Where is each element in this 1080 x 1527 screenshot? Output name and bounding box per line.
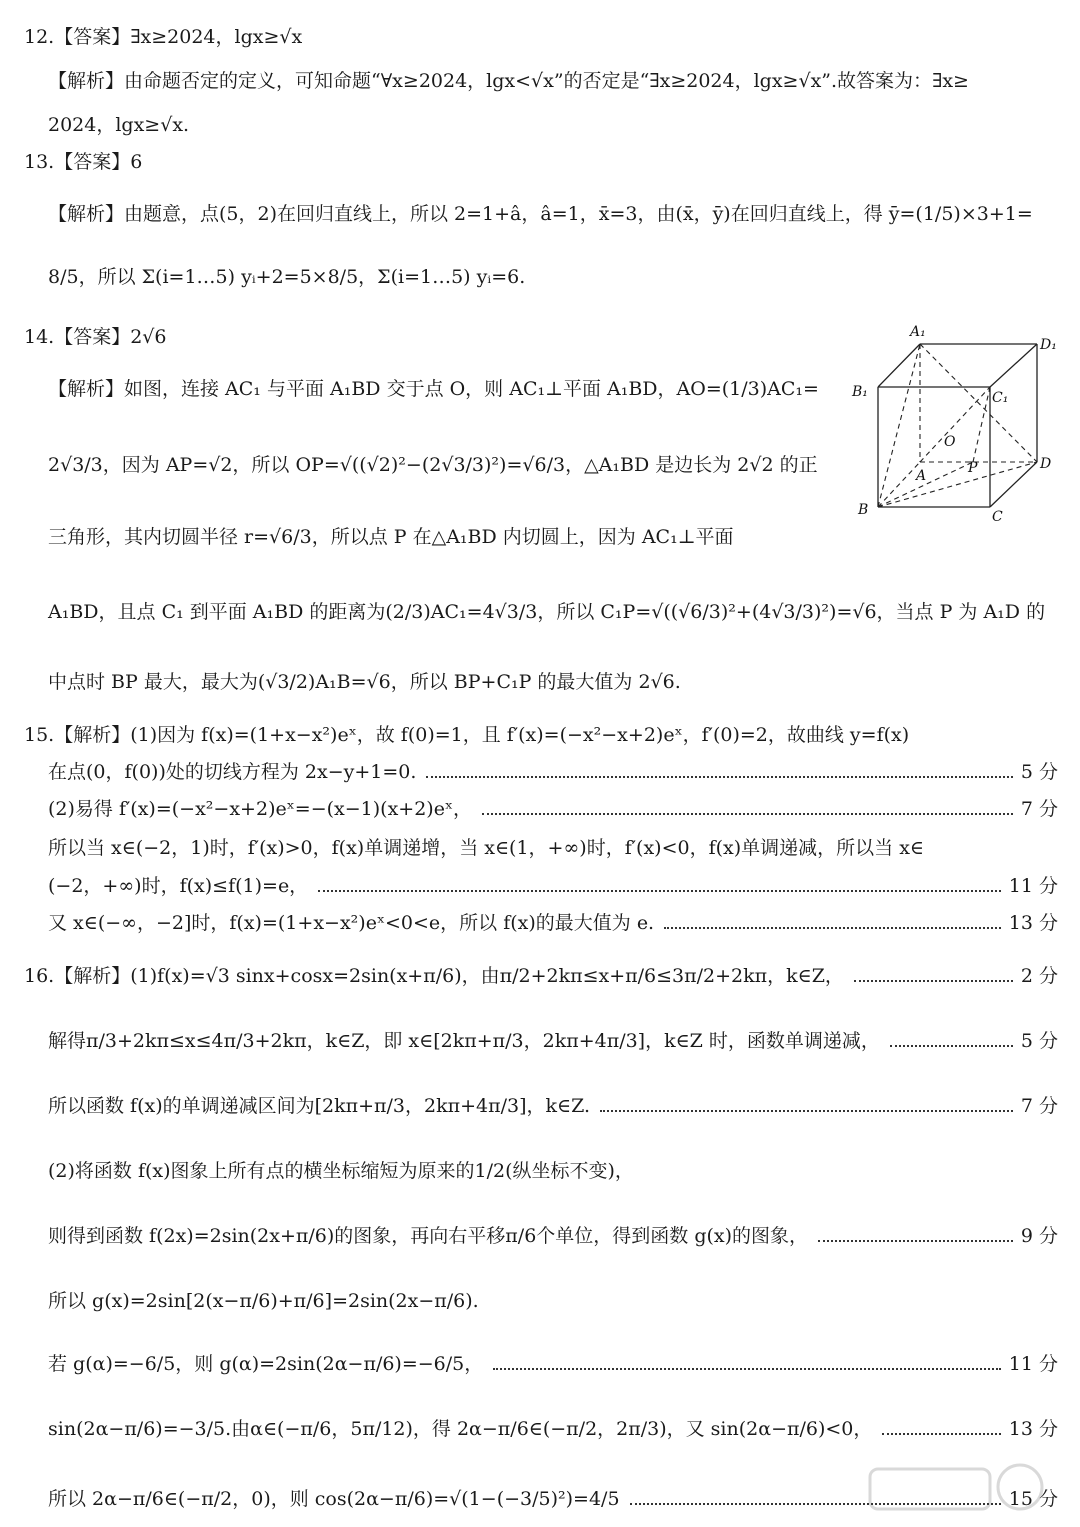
q13-analysis-cont: 8/5，所以 Σ(i=1…5) yᵢ+2=5×8/5，Σ(i=1…5) yᵢ=6. (48, 266, 526, 288)
label-B: B (858, 502, 869, 518)
q15-score-7: 7 分 (1020, 798, 1058, 820)
q14-answer: 14.【答案】2√6 (24, 326, 167, 348)
score-leader (882, 1433, 1000, 1435)
q15-line2-text: 在点(0，f(0))处的切线方程为 2x−y+1=0. (48, 761, 417, 783)
score-leader (854, 980, 1013, 982)
score-leader (482, 813, 1013, 815)
label-A1: A₁ (910, 324, 926, 340)
q15-line3 (48, 800, 1058, 820)
score-leader (664, 927, 1001, 929)
q15-line6-text: 又 x∈(−∞，−2]时，f(x)=(1+x−x²)eˣ<0<e，所以 f(x)的最大值为 e. (48, 912, 655, 934)
q15-line2 (48, 763, 1058, 783)
q15-line3-text: (2)易得 f′(x)=(−x²−x+2)eˣ=−(x−1)(x+2)eˣ， (48, 798, 473, 820)
q12-answer: 12.【答案】∃x≥2024，lgx≥√x (24, 26, 303, 48)
score-leader (890, 1045, 1013, 1047)
q12-analysis-cont: 2024，lgx≥√x. (48, 114, 190, 136)
score-leader (318, 890, 1001, 892)
cube-figure (850, 322, 1065, 522)
q16-line2-text: 解得π/3+2kπ≤x≤4π/3+2kπ，k∈Z，即 x∈[2kπ+π/3，2kπ+4π/3]，k∈Z 时，函数单调递减， (48, 1030, 880, 1052)
q16-line3-text: 所以函数 f(x)的单调递减区间为[2kπ+π/3，2kπ+4π/3]，k∈Z. (48, 1095, 590, 1117)
q15-line6 (48, 914, 1058, 934)
q16-line5 (48, 1227, 1058, 1247)
q13-analysis: 【解析】由题意，点(5，2)在回归直线上，所以 2=1+â，â=1，x̄=3，由(x̄，ȳ)在回归直线上，得 ȳ=(1/5)×3+1= (48, 203, 1033, 225)
q16-score-9: 9 分 (1020, 1225, 1058, 1247)
q16-line8 (48, 1420, 1058, 1440)
q16-score-15: 15 分 (1008, 1488, 1058, 1510)
q14-analysis-1: 【解析】如图，连接 AC₁ 与平面 A₁BD 交于点 O，则 AC₁⊥平面 A₁BD，AO=(1/3)AC₁= (48, 378, 819, 400)
q16-line4: (2)将函数 f(x)图象上所有点的横坐标缩短为原来的1/2(纵坐标不变)， (48, 1160, 634, 1182)
label-D1: D₁ (1040, 337, 1057, 353)
q16-score-2: 2 分 (1020, 965, 1058, 987)
score-leader (493, 1368, 1001, 1370)
q15-score-5: 5 分 (1020, 761, 1058, 783)
q16-line1 (24, 967, 1058, 987)
q15-line4: 所以当 x∈(−2，1)时，f′(x)>0，f(x)单调递增，当 x∈(1，+∞)时，f′(x)<0，f(x)单调递减，所以当 x∈ (48, 837, 924, 859)
q16-score-11: 11 分 (1008, 1353, 1058, 1375)
q16-line1-text: 16.【解析】(1)f(x)=√3 sinx+cosx=2sin(x+π/6)，由π/2+2kπ≤x+π/6≤3π/2+2kπ，k∈Z， (24, 965, 844, 987)
label-B1: B₁ (852, 384, 868, 400)
q14-analysis-5: 中点时 BP 最大，最大为(√3/2)A₁B=√6，所以 BP+C₁P 的最大值为 2√6. (48, 671, 681, 693)
q16-line2 (48, 1032, 1058, 1052)
q16-score-5: 5 分 (1020, 1030, 1058, 1052)
q14-analysis-2: 2√3/3，因为 AP=√2，所以 OP=√((√2)²−(2√3/3)²)=√6/3，△A₁BD 是边长为 2√2 的正 (48, 454, 818, 476)
label-C1: C₁ (992, 390, 1009, 406)
label-O: O (944, 434, 956, 450)
q16-line7-text: 若 g(α)=−6/5，则 g(α)=2sin(2α−π/6)=−6/5， (48, 1353, 484, 1375)
q13-answer: 13.【答案】6 (24, 151, 143, 173)
q12-analysis: 【解析】由命题否定的定义，可知命题“∀x≥2024，lgx<√x”的否定是“∃x≥2024，lgx≥√x”.故答案为：∃x≥ (48, 70, 969, 92)
q14-analysis-4: A₁BD，且点 C₁ 到平面 A₁BD 的距离为(2/3)AC₁=4√3/3，所以 C₁P=√((√6/3)²+(4√3/3)²)=√6，当点 P 为 A₁D 的 (48, 601, 1046, 623)
q16-line9-text: 所以 2α−π/6∈(−π/2，0)，则 cos(2α−π/6)=√(1−(−3/5)²)=4/5 (48, 1488, 620, 1510)
q15-score-13: 13 分 (1008, 912, 1058, 934)
q15-line1: 15.【解析】(1)因为 f(x)=(1+x−x²)eˣ，故 f(0)=1，且 f′(x)=(−x²−x+2)eˣ，f′(0)=2，故曲线 y=f(x) (24, 724, 910, 746)
score-leader (600, 1110, 1013, 1112)
q16-line7 (48, 1355, 1058, 1375)
score-leader (818, 1240, 1013, 1242)
q14-analysis-3: 三角形，其内切圆半径 r=√6/3，所以点 P 在△A₁BD 内切圆上，因为 AC₁⊥平面 (48, 526, 734, 548)
label-P: P (968, 460, 978, 476)
label-C: C (992, 509, 1003, 522)
q15-score-11: 11 分 (1008, 875, 1058, 897)
label-A: A (916, 468, 927, 484)
score-leader (426, 776, 1012, 778)
q15-line5-text: (−2，+∞)时，f(x)≤f(1)=e， (48, 875, 309, 897)
q16-score-13: 13 分 (1008, 1418, 1058, 1440)
watermark-logo-icon (860, 1457, 1060, 1527)
q16-line6: 所以 g(x)=2sin[2(x−π/6)+π/6]=2sin(2x−π/6). (48, 1290, 479, 1312)
q15-line5 (48, 877, 1058, 897)
q16-line5-text: 则得到函数 f(2x)=2sin(2x+π/6)的图象，再向右平移π/6个单位，得到函数 g(x)的图象， (48, 1225, 809, 1247)
q16-line3 (48, 1097, 1058, 1117)
q16-line8-text: sin(2α−π/6)=−3/5.由α∈(−π/6，5π/12)，得 2α−π/6∈(−π/2，2π/3)，又 sin(2α−π/6)<0， (48, 1418, 873, 1440)
q16-score-7: 7 分 (1020, 1095, 1058, 1117)
label-D: D (1040, 456, 1052, 472)
